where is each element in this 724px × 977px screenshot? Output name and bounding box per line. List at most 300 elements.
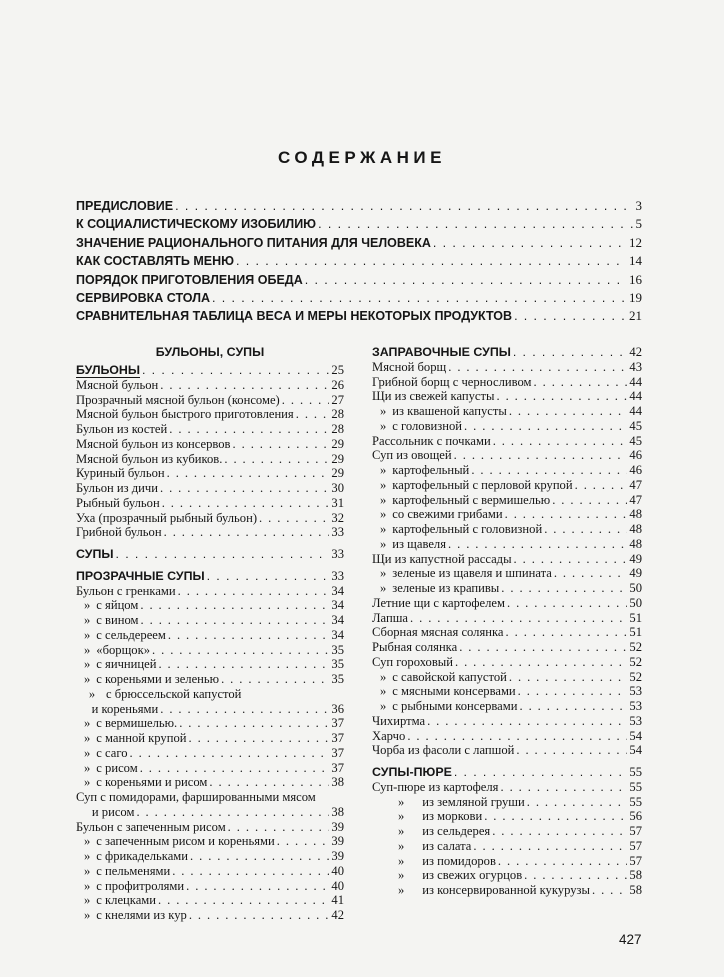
- toc-entry[interactable]: [372, 699, 642, 714]
- dot-leader: [224, 452, 329, 467]
- entry-page: 51: [629, 625, 642, 640]
- toc-entry[interactable]: [372, 389, 642, 404]
- entry-page: 12: [629, 234, 642, 250]
- column-heading-text: БУЛЬОНЫ, СУПЫ: [155, 345, 265, 359]
- dot-leader: [498, 854, 627, 869]
- entry-page: 49: [629, 551, 642, 566]
- toc-entry[interactable]: [76, 235, 642, 253]
- ditto-mark: »: [380, 684, 387, 699]
- toc-entry[interactable]: [76, 393, 344, 408]
- entry-page: 37: [331, 745, 344, 760]
- entry-title: Рыбный бульон: [76, 495, 160, 510]
- toc-entry[interactable]: [76, 422, 344, 437]
- toc-entry[interactable]: [76, 628, 344, 643]
- entry-title: с пельменями: [96, 863, 171, 878]
- toc-entry[interactable]: [76, 378, 344, 393]
- toc-entry[interactable]: [372, 824, 642, 839]
- entry-page: 52: [629, 669, 642, 684]
- entry-page: 52: [629, 640, 642, 654]
- entry-title: СРАВНИТЕЛЬНАЯ ТАБЛИЦА ВЕСА И МЕРЫ НЕКОТОРЫХ ПРОДУКТОВ: [76, 309, 513, 324]
- toc-entry[interactable]: [372, 640, 642, 655]
- dot-leader: [496, 389, 627, 404]
- toc-entry[interactable]: [372, 419, 642, 434]
- ditto-mark: »: [84, 598, 91, 613]
- ditto-mark: »: [84, 627, 91, 642]
- entry-title: из моркови: [422, 809, 483, 824]
- dot-leader: [454, 765, 628, 779]
- entry-title: Рассольник с почками: [372, 433, 491, 448]
- toc-entry[interactable]: [372, 795, 642, 810]
- main-sections-list: [76, 198, 642, 327]
- dot-leader: [164, 525, 330, 540]
- entry-page: 28: [331, 422, 344, 436]
- toc-entry[interactable]: [76, 198, 642, 216]
- dot-leader: [518, 684, 628, 699]
- entry-page: 44: [629, 389, 642, 404]
- entry-page: 37: [331, 760, 344, 775]
- toc-entry[interactable]: [372, 854, 642, 869]
- dot-leader: [296, 407, 330, 422]
- dot-leader: [427, 714, 627, 729]
- dot-leader: [527, 795, 628, 810]
- toc-section-entry[interactable]: [76, 547, 344, 562]
- entry-page: 29: [331, 451, 344, 466]
- entry-title: Летние щи с картофелем: [372, 595, 505, 610]
- entry-page: 48: [629, 536, 642, 551]
- toc-entry[interactable]: [76, 716, 344, 731]
- toc-entry[interactable]: [372, 360, 642, 375]
- entry-title: картофельный с перловой крупой: [392, 477, 573, 492]
- toc-entry[interactable]: [76, 657, 344, 672]
- entry-title: с мясными консервами: [392, 684, 516, 699]
- toc-entry[interactable]: [372, 743, 642, 758]
- entry-page: 51: [629, 610, 642, 625]
- entry-page: 26: [331, 377, 344, 392]
- ditto-mark: »: [380, 669, 387, 684]
- entry-page: 34: [331, 613, 344, 627]
- dot-leader: [592, 883, 627, 898]
- entry-title: Уха (прозрачный рыбный бульон): [76, 510, 258, 525]
- entry-page: 33: [331, 547, 344, 561]
- toc-entry[interactable]: [76, 407, 344, 422]
- entry-page: 57: [629, 853, 642, 868]
- entry-title: из помидоров: [422, 853, 496, 868]
- entry-title: Харчо: [372, 728, 406, 743]
- entry-page: 55: [629, 794, 642, 809]
- dot-leader: [116, 547, 330, 561]
- entry-page: 5: [635, 216, 642, 232]
- toc-entry[interactable]: [372, 729, 642, 744]
- ditto-mark: »: [398, 794, 405, 809]
- entry-title: зеленые из крапивы: [392, 581, 500, 595]
- entry-title: Лапша: [372, 610, 408, 625]
- toc-entry[interactable]: [372, 625, 642, 640]
- ditto-mark: »: [88, 686, 96, 701]
- entry-page: 52: [629, 654, 642, 669]
- toc-entry[interactable]: [372, 611, 642, 626]
- dot-leader: [493, 434, 628, 449]
- ditto-mark: »: [380, 581, 387, 595]
- toc-entry[interactable]: [76, 775, 344, 790]
- entry-page: 40: [331, 878, 344, 893]
- entry-title: с фрикадельками: [96, 849, 189, 863]
- entry-title: Бульон с запеченным рисом: [76, 819, 226, 834]
- entry-page: 37: [331, 716, 344, 731]
- dot-leader: [305, 273, 627, 287]
- toc-entry[interactable]: [76, 879, 344, 894]
- entry-title: Мясной бульон быстрого приготовления: [76, 407, 294, 422]
- toc-entry[interactable]: [372, 537, 642, 552]
- toc-entry[interactable]: [372, 493, 642, 508]
- toc-entry[interactable]: [372, 552, 642, 567]
- toc-entry[interactable]: [372, 655, 642, 670]
- entry-title: из сельдерея: [422, 824, 491, 838]
- entry-page: 25: [331, 363, 344, 377]
- entry-title: ПРОЗРАЧНЫЕ СУПЫ: [76, 568, 205, 583]
- entry-title: СЕРВИРОВКА СТОЛА: [76, 290, 211, 305]
- entry-page: 53: [629, 699, 642, 713]
- entry-page: 47: [629, 477, 642, 492]
- entry-title: Суп-пюре из картофеля: [372, 779, 499, 794]
- entry-title: с яичницей: [96, 657, 157, 672]
- entry-page: 21: [629, 308, 642, 324]
- entry-title: Суп из овощей: [372, 448, 452, 463]
- entry-title: из земляной груши: [422, 794, 525, 809]
- ditto-mark: »: [380, 418, 387, 433]
- toc-entry[interactable]: [76, 790, 344, 805]
- toc-entry[interactable]: [76, 496, 344, 511]
- entry-title: картофельный с головизной: [392, 522, 543, 536]
- ditto-mark: »: [380, 463, 387, 477]
- entry-title: Щи из капустной рассады: [372, 551, 512, 566]
- entry-title: ПОРЯДОК ПРИГОТОВЛЕНИЯ ОБЕДА: [76, 272, 303, 287]
- ditto-mark: »: [380, 507, 387, 522]
- dot-leader: [178, 584, 330, 599]
- dot-leader: [492, 824, 627, 839]
- dot-leader: [158, 893, 329, 908]
- entry-title: с кореньями и зеленью: [96, 672, 220, 686]
- dot-leader: [575, 478, 628, 493]
- entry-title: с клецками: [96, 893, 156, 908]
- ditto-mark: »: [398, 868, 405, 883]
- dot-leader: [209, 775, 329, 790]
- dot-leader: [514, 309, 627, 323]
- entry-title: из салата: [422, 838, 472, 853]
- dot-leader: [471, 463, 627, 478]
- dot-leader: [160, 481, 329, 496]
- toc-entry[interactable]: [372, 478, 642, 493]
- entry-title: ПРЕДИСЛОВИЕ: [76, 199, 174, 213]
- entry-page: 14: [629, 253, 642, 269]
- dot-leader: [236, 254, 627, 268]
- entry-title: Бульон из костей: [76, 422, 168, 436]
- entry-page: 37: [331, 731, 344, 745]
- toc-entry[interactable]: [372, 581, 642, 596]
- entry-title: с брюссельской капустой: [106, 686, 242, 701]
- entry-title: ЗНАЧЕНИЕ РАЦИОНАЛЬНОГО ПИТАНИЯ ДЛЯ ЧЕЛОВЕКА: [76, 235, 431, 250]
- dot-leader: [514, 552, 628, 567]
- ditto-mark: »: [84, 775, 91, 790]
- entry-page: 32: [331, 510, 344, 525]
- toc-entry[interactable]: [76, 849, 344, 864]
- page-number: 427: [619, 932, 642, 947]
- entry-page: 57: [629, 824, 642, 838]
- toc-entry[interactable]: [76, 511, 344, 526]
- entry-title: с кнелями из кур: [96, 908, 187, 922]
- entry-title: Чорба из фасоли с лапшой: [372, 743, 515, 758]
- dot-leader: [448, 537, 627, 552]
- left-column: [76, 345, 344, 923]
- toc-entry[interactable]: [76, 746, 344, 761]
- toc-entry[interactable]: [372, 596, 642, 611]
- dot-leader: [455, 655, 627, 670]
- ditto-mark: »: [84, 731, 91, 745]
- toc-entry[interactable]: [76, 216, 642, 234]
- entry-title: с кореньями и рисом: [96, 775, 208, 790]
- entry-title: Мясной борщ: [372, 359, 447, 374]
- dot-leader: [152, 643, 329, 658]
- dot-leader: [282, 393, 330, 408]
- dot-leader: [484, 809, 627, 824]
- entry-page: 36: [331, 701, 344, 716]
- entry-page: 45: [629, 418, 642, 433]
- entry-page: 44: [629, 374, 642, 389]
- dot-leader: [259, 511, 329, 526]
- entry-page: 38: [331, 775, 344, 790]
- toc-entry[interactable]: [372, 404, 642, 419]
- entry-page: 40: [331, 863, 344, 878]
- entry-page: 42: [331, 908, 344, 922]
- entry-title: из свежих огурцов: [422, 868, 523, 883]
- entry-page: 31: [331, 495, 344, 510]
- entry-title: СУПЫ-ПЮРЕ: [372, 765, 452, 779]
- dot-leader: [507, 596, 627, 611]
- toc-entry[interactable]: [76, 598, 344, 613]
- entry-title: зеленые из щавеля и шпината: [392, 566, 552, 581]
- entry-title: К СОЦИАЛИСТИЧЕСКОМУ ИЗОБИЛИЮ: [76, 217, 317, 232]
- entry-page: 38: [331, 804, 344, 819]
- toc-entry[interactable]: [372, 522, 642, 537]
- entry-title: с сельдереем: [96, 627, 166, 642]
- right-column: [372, 345, 642, 898]
- entry-page: 53: [629, 684, 642, 699]
- entry-page: 16: [629, 271, 642, 287]
- ditto-mark: »: [84, 745, 91, 760]
- dot-leader: [172, 864, 329, 879]
- toc-entry[interactable]: [76, 253, 642, 271]
- toc-section-entry[interactable]: [76, 363, 344, 378]
- dot-leader: [433, 236, 627, 250]
- entry-title: и кореньями: [91, 701, 159, 716]
- dot-leader: [207, 569, 330, 583]
- entry-page: 57: [629, 838, 642, 853]
- ditto-mark: »: [398, 853, 405, 868]
- toc-entry[interactable]: [76, 761, 344, 776]
- dot-leader: [212, 291, 627, 305]
- ditto-mark: »: [84, 642, 91, 657]
- page-title: СОДЕРЖАНИЕ: [278, 148, 446, 167]
- dot-leader: [519, 699, 627, 714]
- toc-entry[interactable]: [76, 272, 642, 290]
- toc-entry[interactable]: [372, 780, 642, 795]
- toc-entry[interactable]: [372, 714, 642, 729]
- toc-entry[interactable]: [372, 809, 642, 824]
- entry-title: Чихиртма: [372, 713, 426, 728]
- toc-entry[interactable]: [76, 584, 344, 599]
- toc-entry[interactable]: [76, 466, 344, 481]
- entry-title: Мясной бульон из консервов: [76, 436, 231, 451]
- toc-entry[interactable]: [76, 672, 344, 687]
- dot-leader: [554, 566, 628, 581]
- ditto-mark: »: [380, 566, 387, 581]
- dot-leader: [473, 839, 627, 854]
- toc-entry[interactable]: [76, 908, 344, 923]
- entry-page: 44: [629, 404, 642, 418]
- entry-page: 34: [331, 627, 344, 642]
- toc-entry[interactable]: [76, 481, 344, 496]
- dot-leader: [186, 879, 329, 894]
- toc-entry[interactable]: [76, 613, 344, 628]
- ditto-mark: »: [398, 883, 405, 897]
- dot-leader: [233, 437, 330, 452]
- ditto-mark: »: [84, 878, 91, 893]
- toc-entry[interactable]: [372, 448, 642, 463]
- toc-entry[interactable]: [372, 883, 642, 898]
- entry-title: с вином: [96, 613, 139, 627]
- toc-section-entry[interactable]: [372, 765, 642, 780]
- entry-title: из квашеной капусты: [392, 404, 507, 418]
- dot-leader: [552, 493, 627, 508]
- dot-leader: [140, 598, 329, 613]
- entry-title: с запеченным рисом и кореньями: [96, 834, 275, 849]
- entry-page: 50: [629, 581, 642, 595]
- entry-page: 43: [629, 359, 642, 374]
- entry-title: Сборная мясная солянка: [372, 625, 504, 640]
- toc-entry[interactable]: [372, 507, 642, 522]
- entry-page: 39: [331, 834, 344, 849]
- entry-page: 35: [331, 657, 344, 672]
- entry-title: Грибной борщ с черносливом: [372, 374, 532, 389]
- toc-entry[interactable]: [76, 525, 344, 540]
- entry-page: 47: [629, 492, 642, 507]
- entry-page: 39: [331, 849, 344, 863]
- entry-page: 27: [331, 392, 344, 407]
- ditto-mark: »: [398, 838, 405, 853]
- dot-leader: [509, 670, 628, 685]
- ditto-mark: »: [380, 492, 387, 507]
- entry-page: 3: [635, 198, 642, 213]
- entry-title: БУЛЬОНЫ: [76, 363, 140, 377]
- entry-title: картофельный с вермишелью: [392, 492, 551, 507]
- entry-title: Суп гороховый: [372, 654, 453, 669]
- entry-title: Мясной бульон: [76, 377, 159, 392]
- entry-page: 46: [629, 448, 642, 463]
- toc-entry[interactable]: [372, 868, 642, 883]
- dot-leader: [158, 657, 329, 672]
- toc-entry[interactable]: [372, 684, 642, 699]
- entry-title: и рисом: [91, 804, 135, 819]
- dot-leader: [500, 780, 627, 795]
- dot-leader: [168, 628, 330, 643]
- toc-entry[interactable]: [76, 643, 344, 658]
- toc-entry[interactable]: [76, 731, 344, 746]
- toc-entry[interactable]: [76, 437, 344, 452]
- entry-title: из щавеля: [392, 536, 446, 551]
- dot-leader: [221, 672, 329, 687]
- toc-entry-continued[interactable]: [76, 702, 344, 717]
- dot-leader: [160, 378, 329, 393]
- entry-page: 42: [629, 345, 642, 359]
- dot-leader: [506, 625, 628, 640]
- entry-page: 55: [629, 779, 642, 794]
- entry-title: Прозрачный мясной бульон (консоме): [76, 392, 280, 407]
- toc-entry[interactable]: [372, 375, 642, 390]
- toc-entry[interactable]: [76, 864, 344, 879]
- toc-entry[interactable]: [372, 463, 642, 478]
- entry-page: 54: [629, 728, 642, 743]
- dot-leader: [534, 375, 628, 390]
- toc-entry[interactable]: [76, 290, 642, 308]
- toc-section-entry[interactable]: [372, 345, 642, 360]
- ditto-mark: »: [84, 834, 91, 849]
- dot-leader: [318, 217, 633, 231]
- entry-title: Щи из свежей капусты: [372, 389, 495, 404]
- toc-entry[interactable]: [76, 308, 642, 326]
- toc-entry[interactable]: [372, 566, 642, 581]
- dot-leader: [505, 507, 628, 522]
- entry-page: 35: [331, 672, 344, 686]
- entry-page: 58: [629, 868, 642, 883]
- entry-page: 49: [629, 566, 642, 581]
- ditto-mark: »: [380, 477, 387, 492]
- ditto-mark: »: [84, 613, 91, 627]
- dot-leader: [130, 746, 330, 761]
- entry-title: Грибной бульон: [76, 525, 162, 540]
- dot-leader: [454, 448, 628, 463]
- toc-entry[interactable]: [76, 893, 344, 908]
- toc-entry[interactable]: [76, 820, 344, 835]
- ditto-mark: »: [380, 522, 387, 536]
- entry-title: с савойской капустой: [392, 669, 507, 684]
- entry-title: Бульон с гренками: [76, 583, 176, 598]
- dot-leader: [410, 611, 627, 626]
- entry-page: 34: [331, 583, 344, 598]
- toc-entry[interactable]: [76, 452, 344, 467]
- dot-leader: [175, 199, 633, 213]
- entry-title: с профитролями: [96, 878, 185, 893]
- toc-section-entry[interactable]: [76, 569, 344, 584]
- dot-leader: [179, 716, 329, 731]
- dot-leader: [141, 613, 330, 628]
- entry-title: с головизной: [392, 418, 463, 433]
- dot-leader: [162, 496, 330, 511]
- toc-entry-continued[interactable]: [76, 805, 344, 820]
- ditto-mark: »: [398, 824, 405, 838]
- entry-page: 34: [331, 598, 344, 613]
- entry-title: с саго: [96, 745, 128, 760]
- entry-page: 46: [629, 463, 642, 477]
- toc-entry[interactable]: [372, 839, 642, 854]
- dot-leader: [142, 363, 329, 377]
- toc-entry[interactable]: [372, 434, 642, 449]
- toc-entry[interactable]: [372, 670, 642, 685]
- ditto-mark: »: [380, 404, 387, 418]
- toc-entry[interactable]: [76, 687, 344, 702]
- ditto-mark: »: [84, 657, 91, 672]
- toc-entry[interactable]: [76, 834, 344, 849]
- dot-leader: [544, 522, 627, 537]
- entry-page: 53: [629, 713, 642, 728]
